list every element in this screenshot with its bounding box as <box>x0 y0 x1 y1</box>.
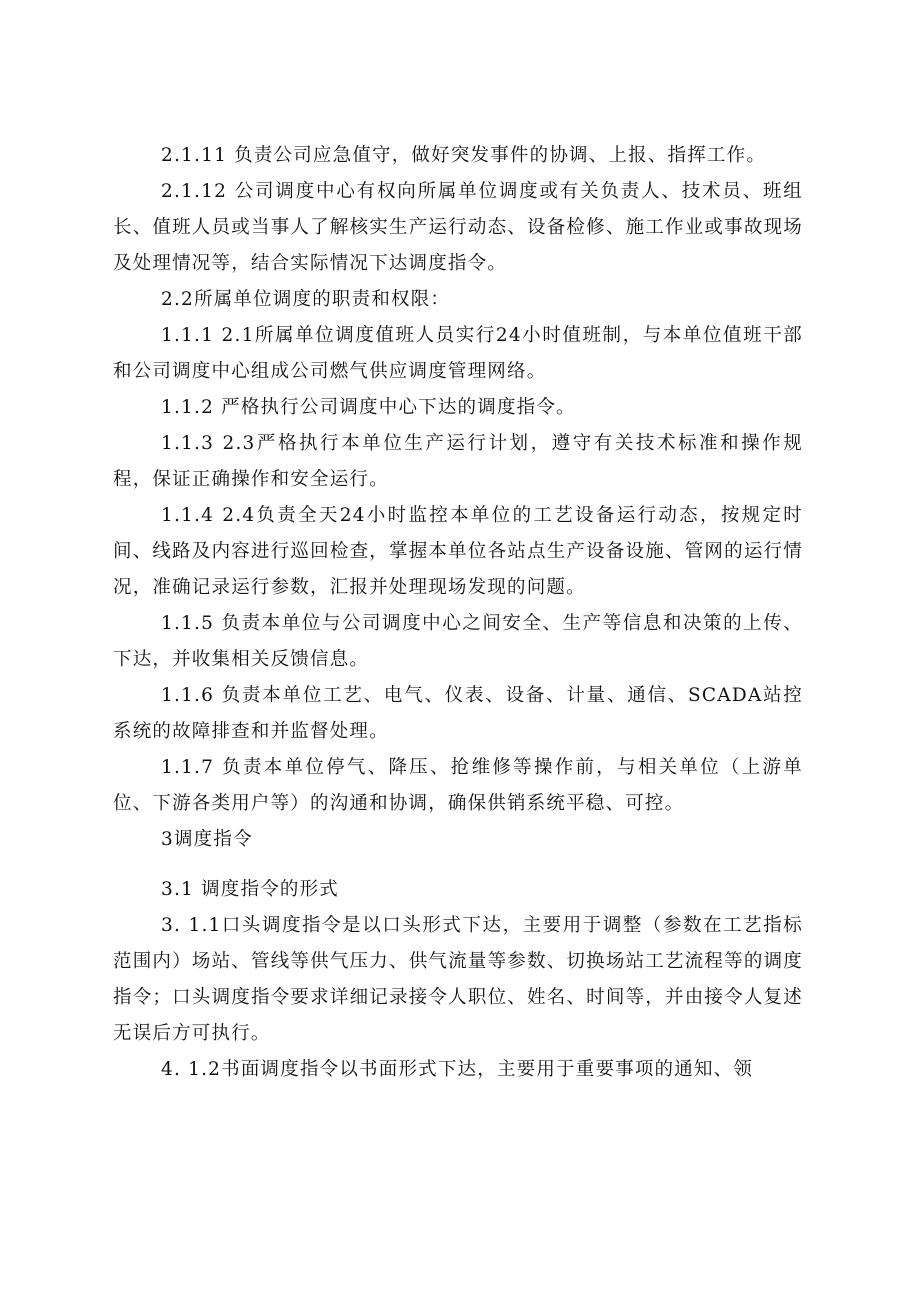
paragraph-1-1-4: 1.1.4 2.4负责全天24小时监控本单位的工艺设备运行动态，按规定时间、线路及内容进行巡回检查，掌握本单位各站点生产设备设施、管网的运行情况，准确记录运行参数，汇报并处理现场发现的问题。 <box>113 505 803 598</box>
paragraph-1-1-3: 1.1.3 2.3严格执行本单位生产运行计划，遵守有关技术标准和操作规程，保证正确操作和安全运行。 <box>113 433 803 490</box>
section-heading-2-2: 2.2所属单位调度的职责和权限： <box>161 289 451 310</box>
document-body <box>113 138 803 1088</box>
paragraph-1-1-6: 1.1.6 负责本单位工艺、电气、仪表、设备、计量、通信、SCADA站控系统的故障排查和并监督处理。 <box>113 685 803 742</box>
paragraph-3-1-1: 3. 1.1口头调度指令是以口头形式下达，主要用于调整（参数在工艺指标范围内）场站、管线等供气压力、供气流量等参数、切换场站工艺流程等的调度指令；口头调度指令要求详细记录接令人职位、姓名、时间等，并由接令人复述无误后方可执行。 <box>113 915 803 1044</box>
section-heading-3-1: 3.1 调度指令的形式 <box>161 879 340 900</box>
paragraph-2-1-12: 2.1.12 公司调度中心有权向所属单位调度或有关负责人、技术员、班组长、值班人员或当事人了解核实生产运行动态、设备检修、施工作业或事故现场及处理情况等，结合实际情况下达调度指令。 <box>113 181 803 274</box>
paragraph-1-1-1: 1.1.1 2.1所属单位调度值班人员实行24小时值班制，与本单位值班干部和公司调度中心组成公司燃气供应调度管理网络。 <box>113 325 803 382</box>
paragraph-2-1-11: 2.1.11 负责公司应急值守，做好突发事件的协调、上报、指挥工作。 <box>161 145 767 166</box>
paragraph-4-1-2: 4. 1.2书面调度指令以书面形式下达，主要用于重要事项的通知、领 <box>161 1059 754 1080</box>
paragraph-1-1-7: 1.1.7 负责本单位停气、降压、抢维修等操作前，与相关单位（上游单位、下游各类用户等）的沟通和协调，确保供销系统平稳、可控。 <box>113 757 803 814</box>
paragraph-1-1-5: 1.1.5 负责本单位与公司调度中心之间安全、生产等信息和决策的上传、下达，并收集相关反馈信息。 <box>113 613 803 670</box>
paragraph-1-1-2: 1.1.2 严格执行公司调度中心下达的调度指令。 <box>161 397 576 418</box>
section-heading-3: 3调度指令 <box>161 829 253 850</box>
